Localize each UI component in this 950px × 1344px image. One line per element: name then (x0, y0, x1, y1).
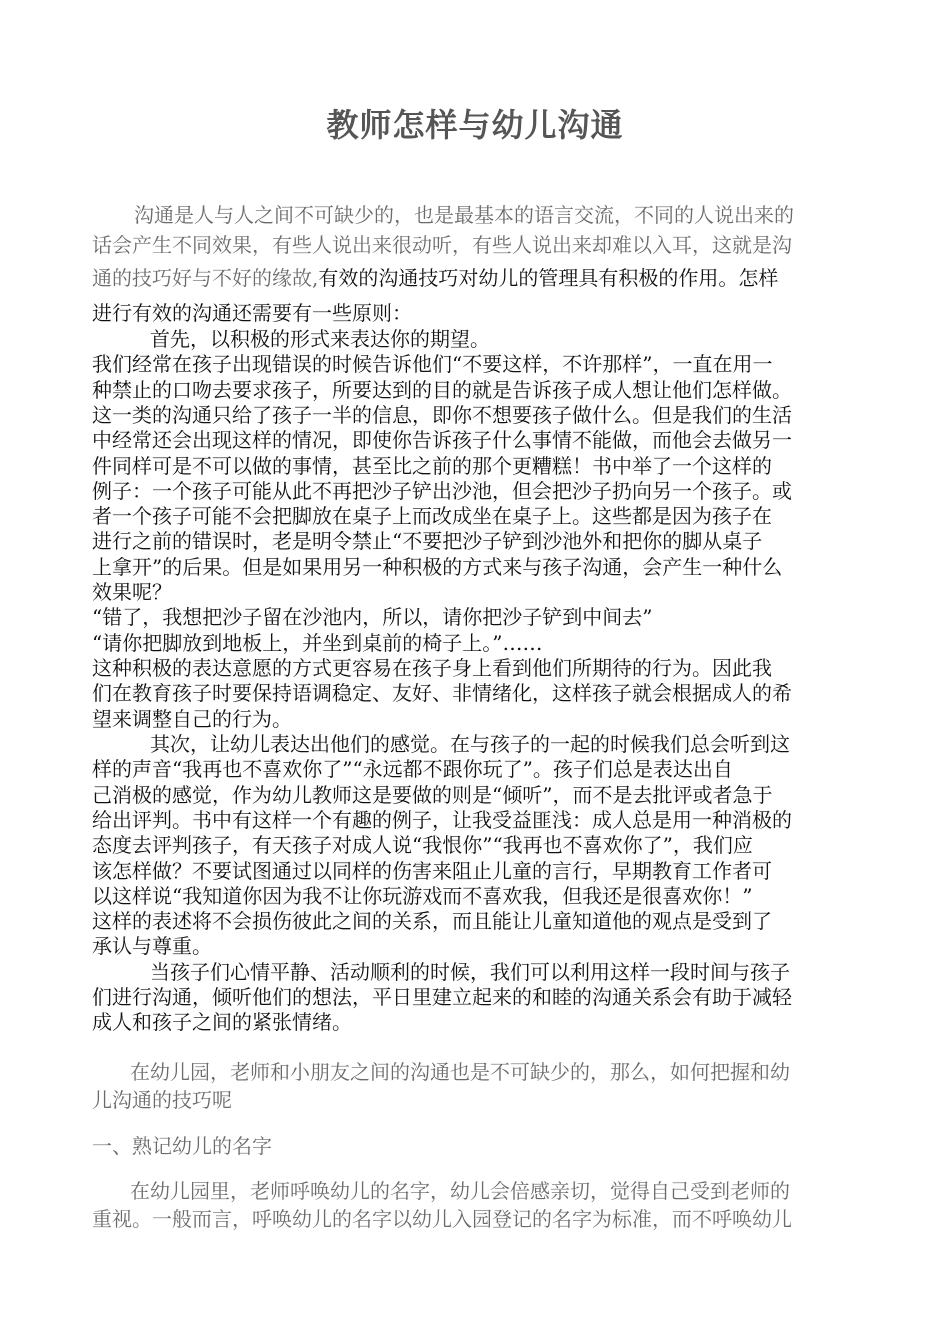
intro-line-3b: 有效的沟通技巧对幼儿的管理具有积极的作用。怎样 (318, 266, 779, 290)
body-line: 这一类的沟通只给了孩子一半的信息，即你不想要孩子做什么。但是我们的生活 (92, 403, 792, 427)
section-heading: 一、熟记幼儿的名字 (92, 1134, 272, 1158)
para2-line-2: 儿沟通的技巧呢 (92, 1088, 232, 1112)
body-line: 该怎样做？不要试图通过以同样的伤害来阻止儿童的言行，早期教育工作者可 (92, 859, 772, 883)
body-line: 态度去评判孩子，有天孩子对成人说“我恨你”“我再也不喜欢你了”，我们应 (92, 833, 753, 857)
body-line: 效果呢？ (92, 580, 172, 604)
body-line: “错了，我想把沙子留在沙池内，所以，请你把沙子铲到中间去” (92, 605, 653, 629)
body-line: 首先，以积极的形式来表达你的期望。 (150, 327, 490, 351)
para3-line-1: 在幼儿园里，老师呼唤幼儿的名字，幼儿会倍感亲切，觉得自己受到老师的 (130, 1179, 790, 1203)
body-line: 己消极的感觉，作为幼儿教师这是要做的则是“倾听”，而不是去批评或者急于 (92, 783, 773, 807)
body-line: 上拿开”的后果。但是如果用另一种积极的方式来与孩子沟通，会产生一种什么 (92, 555, 783, 579)
body-line: 给出评判。书中有这样一个有趣的例子，让我受益匪浅：成人总是用一种消极的 (92, 808, 792, 832)
body-line: 种禁止的口吻去要求孩子，所要达到的目的就是告诉孩子成人想让他们怎样做。 (92, 378, 792, 402)
body-line: 件同样可是不可以做的事情，甚至比之前的那个更糟糕！书中举了一个这样的 (92, 454, 772, 478)
document-title: 教师怎样与幼儿沟通 (326, 106, 624, 144)
body-line: 们在教育孩子时要保持语调稳定、友好、非情绪化，这样孩子就会根据成人的希 (92, 681, 792, 705)
body-line: 中经常还会出现这样的情况，即使你告诉孩子什么事情不能做，而他会去做另一 (92, 428, 792, 452)
body-line: 望来调整自己的行为。 (92, 707, 292, 731)
body-line: 我们经常在孩子出现错误的时候告诉他们“不要这样，不许那样”，一直在用一 (92, 352, 773, 376)
body-line: 这样的表述将不会损伤彼此之间的关系，而且能让儿童知道他的观点是受到了 (92, 909, 772, 933)
body-line: 样的声音“我再也不喜欢你了”“永远都不跟你玩了”。孩子们总是表达出自 (92, 757, 733, 781)
body-line: 其次，让幼儿表达出他们的感觉。在与孩子的一起的时候我们总会听到这 (150, 732, 790, 756)
intro-line-3a: 通的技巧好与不好的缘故, (92, 266, 319, 290)
para2-line-1: 在幼儿园，老师和小朋友之间的沟通也是不可缺少的，那么，如何把握和幼 (130, 1060, 790, 1084)
body-line: 当孩子们心情平静、活动顺利的时候，我们可以利用这样一段时间与孩子 (150, 960, 790, 984)
intro-line-1: 沟通是人与人之间不可缺少的，也是最基本的语言交流，不同的人说出来的 (134, 203, 794, 227)
body-line: 进行之前的错误时，老是明令禁止“不要把沙子铲到沙池外和把你的脚从桌子 (92, 529, 763, 553)
body-line: 承认与尊重。 (92, 934, 212, 958)
body-line: 们进行沟通，倾听他们的想法，平日里建立起来的和睦的沟通关系会有助于减轻 (92, 985, 792, 1009)
body-line: 成人和孩子之间的紧张情绪。 (92, 1010, 352, 1034)
body-line: “请你把脚放到地板上，并坐到桌前的椅子上。”…… (92, 631, 543, 655)
body-line: 这种积极的表达意愿的方式更容易在孩子身上看到他们所期待的行为。因此我 (92, 656, 772, 680)
body-line: 例子：一个孩子可能从此不再把沙子铲出沙池，但会把沙子扔向另一个孩子。或 (92, 479, 792, 503)
body-line: 以这样说“我知道你因为我不让你玩游戏而不喜欢我，但我还是很喜欢你！” (92, 884, 753, 908)
para3-line-2: 重视。一般而言，呼唤幼儿的名字以幼儿入园登记的名字为标准，而不呼唤幼儿 (92, 1207, 792, 1231)
intro-line-3 (92, 262, 778, 291)
intro-line-4: 进行有效的沟通还需要有一些原则： (92, 301, 412, 325)
body-line: 者一个孩子可能不会把脚放在桌子上而改成坐在桌子上。这些都是因为孩子在 (92, 504, 772, 528)
intro-line-2: 话会产生不同效果，有些人说出来很动听，有些人说出来却难以入耳，这就是沟 (92, 233, 792, 257)
